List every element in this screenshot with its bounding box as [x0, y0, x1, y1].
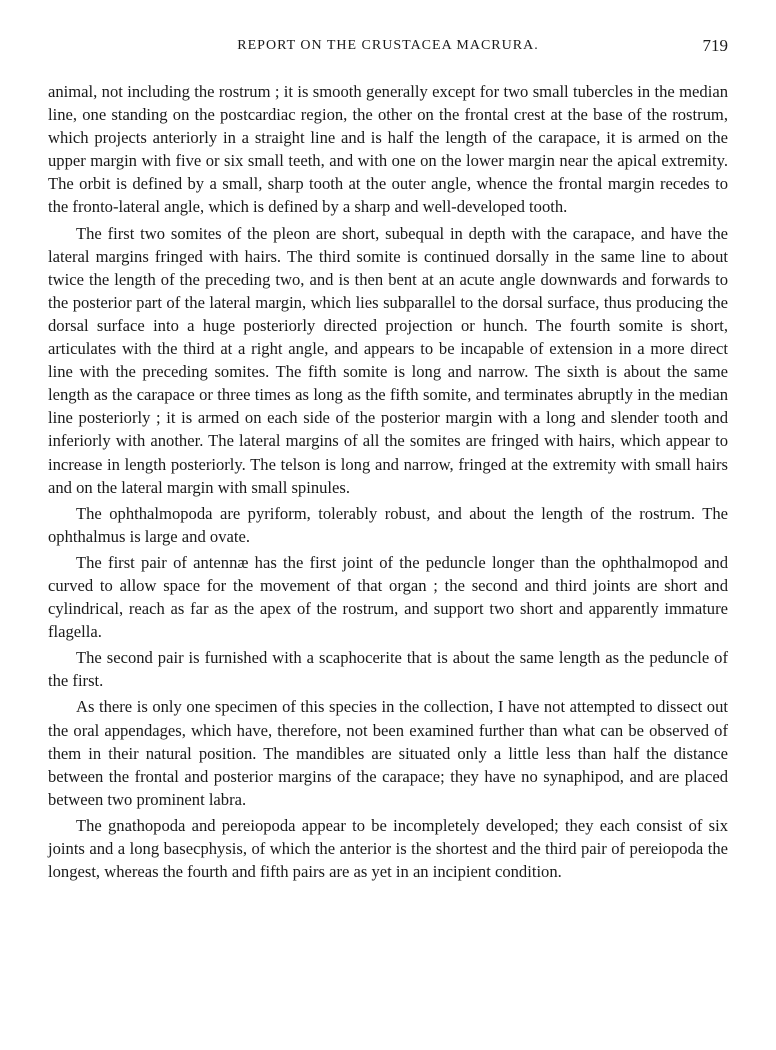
- paragraph-pleon: The first two somites of the pleon are short, subequal in depth with the carapace, and have the lateral margins fringed with hairs. The third somite is continued dorsally in the same line to about twice the length of the preceding two, and is then bent at an acute angle downwards and forwards to the posterior part of the lateral margin, which lies subparallel to the dorsal surface, thus producing the dorsal surface into a huge posteriorly directed projection or hunch. The fourth somite is short, articulates with the third at a right angle, and appears to be incapable of extension in a more direct line with the preceding somites. The fifth somite is long and narrow. The sixth is about the same length as the carapace or three times as long as the fifth somite, and terminates abruptly in the median line posteriorly ; it is armed on each side of the posterior margin with a long and slender tooth and inferiorly with another. The lateral margins of all the somites are fringed with hairs, which appear to increase in length posteriorly. The telson is long and narrow, fringed at the extremity with small hairs and on the lateral margin with small spinules.: [48, 223, 728, 497]
- paragraph-continued: animal, not including the rostrum ; it is smooth generally except for two small tubercles in the median line, one standing on the postcardiac region, the other on the frontal crest at the base of the rostrum, which projects anteriorly in a straight line and is half the length of the carapace, it is armed on the upper margin with five or six small teeth, and with one on the lower margin near the apical extremity. The orbit is defined by a small, sharp tooth at the outer angle, whence the frontal margin recedes to the fronto-lateral angle, which is defined by a sharp and well-developed tooth.: [48, 82, 728, 217]
- paragraph-first-antennae: The first pair of antennæ has the first joint of the peduncle longer than the ophthalmopod and curved to allow space for the movement of that organ ; the second and third joints are short and cylindrical, reach as far as the apex of the rostrum, and support two short and apparently immature flagella.: [48, 552, 728, 642]
- paragraph-ophthalmopoda: The ophthalmopoda are pyriform, tolerably robust, and about the length of the rostrum. The ophthalmus is large and ovate.: [48, 503, 728, 546]
- paragraph-gnathopoda: The gnathopoda and pereiopoda appear to be incompletely developed; they each consist of six joints and a long basecphysis, of which the anterior is the shortest and the third pair of pereiopoda the longest, whereas the fourth and fifth pairs are as yet in an incipient condition.: [48, 815, 728, 882]
- body-text: [48, 80, 728, 886]
- running-title: REPORT ON THE CRUSTACEA MACRURA.: [237, 38, 539, 53]
- page-number: 719: [702, 36, 728, 55]
- paragraph-oral-appendages: As there is only one specimen of this species in the collection, I have not attempted to dissect out the oral appendages, which have, therefore, not been examined further than what can be observed of them in their natural position. The mandibles are situated only a little less than half the distance between the frontal and posterior margins of the carapace; they have no synaphipod, and are placed between two prominent labra.: [48, 697, 728, 809]
- paragraph-second-pair: The second pair is furnished with a scaphocerite that is about the same length as the peduncle of the first.: [48, 648, 728, 691]
- running-header: [48, 38, 728, 62]
